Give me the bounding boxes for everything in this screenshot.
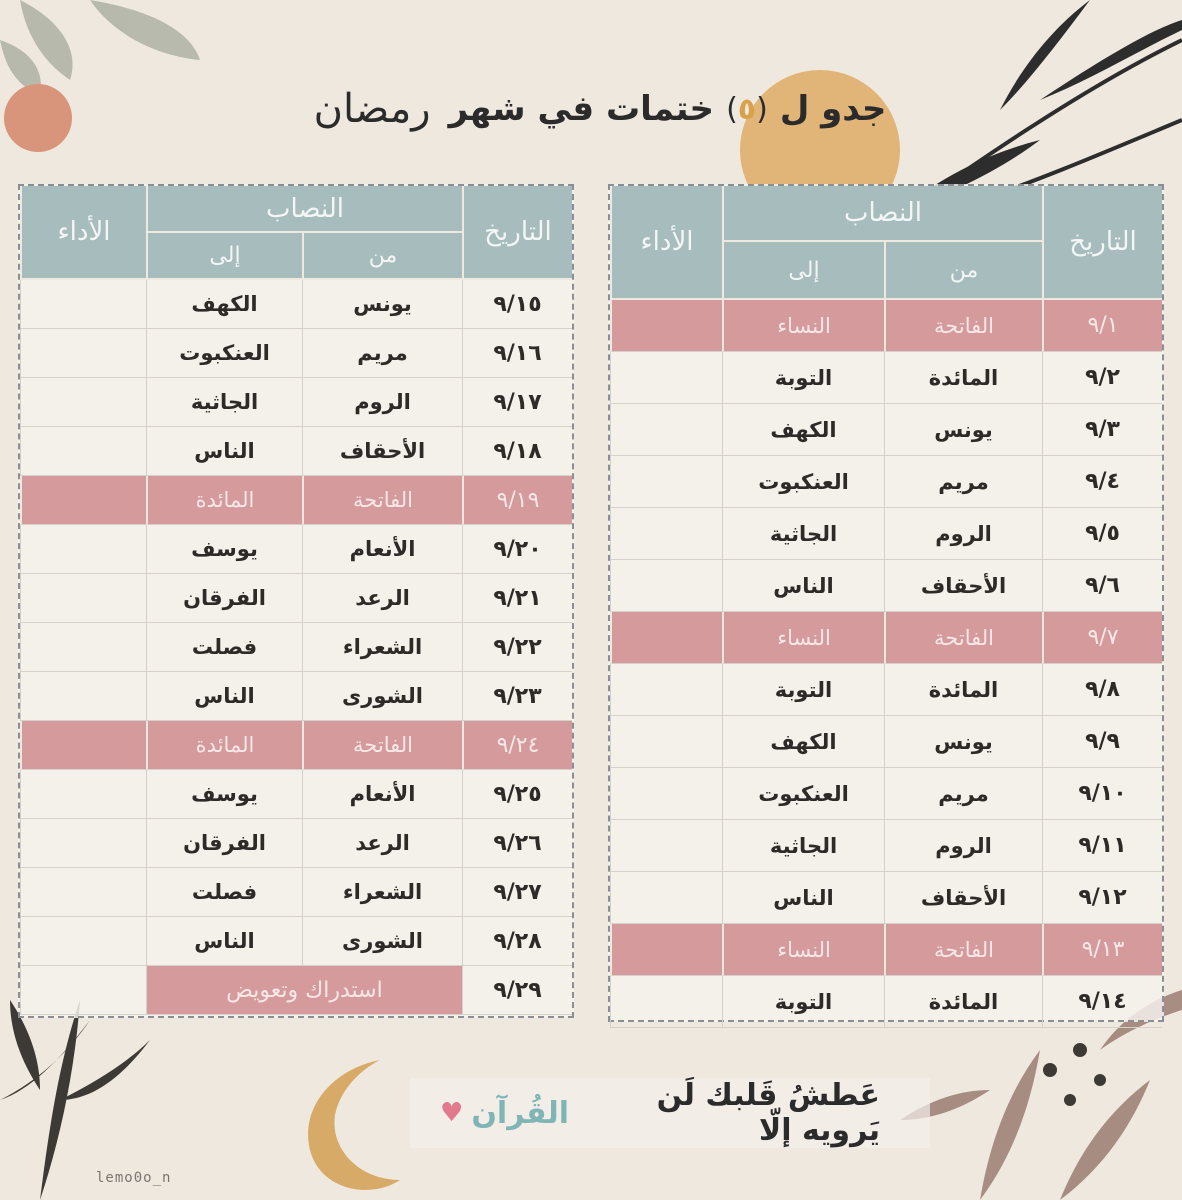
header-from: من <box>884 242 1042 300</box>
performance-cell <box>610 716 722 768</box>
date-cell: ٩/٧ <box>1042 612 1162 664</box>
performance-cell <box>610 612 722 664</box>
performance-cell <box>610 560 722 612</box>
from-cell: الشورى <box>302 917 462 966</box>
from-cell: يونس <box>884 716 1042 768</box>
from-cell: مريم <box>302 329 462 378</box>
from-cell: المائدة <box>884 976 1042 1028</box>
from-cell: الروم <box>884 820 1042 872</box>
date-cell: ٩/١١ <box>1042 820 1162 872</box>
from-cell: يونس <box>302 280 462 329</box>
date-cell: ٩/١٠ <box>1042 768 1162 820</box>
date-cell: ٩/٢٥ <box>462 770 572 819</box>
to-cell: يوسف <box>146 770 302 819</box>
title-ramadan: رمضان <box>313 86 431 132</box>
performance-cell <box>20 917 146 966</box>
header-date: التاريخ <box>462 186 572 280</box>
performance-cell <box>610 768 722 820</box>
to-cell: المائدة <box>146 721 302 770</box>
from-cell: الفاتحة <box>884 612 1042 664</box>
date-cell: ٩/٢٨ <box>462 917 572 966</box>
from-cell: المائدة <box>884 352 1042 404</box>
makeup-cell: استدراك وتعويض <box>146 966 462 1015</box>
date-cell: ٩/١٩ <box>462 476 572 525</box>
heart-icon: ♥ <box>440 1098 464 1128</box>
date-cell: ٩/١٧ <box>462 378 572 427</box>
to-cell: الناس <box>146 672 302 721</box>
date-cell: ٩/٩ <box>1042 716 1162 768</box>
to-cell: النساء <box>722 924 884 976</box>
date-cell: ٩/٢ <box>1042 352 1162 404</box>
footer-quran: القُرآن <box>471 1095 570 1131</box>
from-cell: المائدة <box>884 664 1042 716</box>
to-cell: فصلت <box>146 623 302 672</box>
from-cell: مريم <box>884 768 1042 820</box>
from-cell: الأحقاف <box>884 872 1042 924</box>
date-cell: ٩/٤ <box>1042 456 1162 508</box>
performance-cell <box>20 672 146 721</box>
to-cell: الناس <box>146 917 302 966</box>
header-date: التاريخ <box>1042 186 1162 300</box>
table-grid <box>20 186 572 1016</box>
performance-cell <box>610 352 722 404</box>
to-cell: الفرقان <box>146 819 302 868</box>
from-cell: مريم <box>884 456 1042 508</box>
to-cell: المائدة <box>146 476 302 525</box>
performance-cell <box>20 966 146 1015</box>
watermark: lemo0o_n <box>96 1170 172 1186</box>
to-cell: الجاثية <box>722 508 884 560</box>
to-cell: العنكبوت <box>146 329 302 378</box>
date-cell: ٩/٥ <box>1042 508 1162 560</box>
from-cell: الروم <box>884 508 1042 560</box>
date-cell: ٩/٢١ <box>462 574 572 623</box>
date-cell: ٩/٣ <box>1042 404 1162 456</box>
from-cell: الفاتحة <box>302 721 462 770</box>
date-cell: ٩/٢٣ <box>462 672 572 721</box>
to-cell: الكهف <box>146 280 302 329</box>
header-from: من <box>302 233 462 280</box>
from-cell: الشعراء <box>302 623 462 672</box>
to-cell: النساء <box>722 300 884 352</box>
date-cell: ٩/٢٩ <box>462 966 572 1015</box>
from-cell: يونس <box>884 404 1042 456</box>
from-cell: الفاتحة <box>884 300 1042 352</box>
performance-cell <box>20 329 146 378</box>
to-cell: التوبة <box>722 976 884 1028</box>
performance-cell <box>20 770 146 819</box>
date-cell: ٩/٢٦ <box>462 819 572 868</box>
performance-cell <box>20 476 146 525</box>
to-cell: الجاثية <box>146 378 302 427</box>
performance-cell <box>20 819 146 868</box>
performance-cell <box>20 525 146 574</box>
performance-cell <box>610 872 722 924</box>
performance-cell <box>20 378 146 427</box>
to-cell: الكهف <box>722 404 884 456</box>
performance-cell <box>20 427 146 476</box>
header-portion: النصاب <box>722 186 1042 242</box>
performance-cell <box>610 924 722 976</box>
table-grid <box>610 186 1162 1020</box>
date-cell: ٩/١٥ <box>462 280 572 329</box>
date-cell: ٩/٢٠ <box>462 525 572 574</box>
date-cell: ٩/١ <box>1042 300 1162 352</box>
footer-text: عَطشُ قَلبك لَن يَرويه إلّا <box>656 1078 880 1148</box>
from-cell: الأنعام <box>302 770 462 819</box>
performance-cell <box>20 280 146 329</box>
footer-quote <box>440 1078 880 1148</box>
to-cell: الناس <box>722 560 884 612</box>
title-suffix: ختمات في شهر <box>448 89 715 129</box>
to-cell: الناس <box>146 427 302 476</box>
date-cell: ٩/١٨ <box>462 427 572 476</box>
date-cell: ٩/١٦ <box>462 329 572 378</box>
performance-cell <box>610 404 722 456</box>
date-cell: ٩/٢٢ <box>462 623 572 672</box>
to-cell: التوبة <box>722 664 884 716</box>
performance-cell <box>20 721 146 770</box>
from-cell: الأحقاف <box>884 560 1042 612</box>
header-performance: الأداء <box>610 186 722 300</box>
to-cell: الكهف <box>722 716 884 768</box>
to-cell: العنكبوت <box>722 768 884 820</box>
to-cell: الفرقان <box>146 574 302 623</box>
from-cell: الرعد <box>302 819 462 868</box>
performance-cell <box>20 574 146 623</box>
date-cell: ٩/٦ <box>1042 560 1162 612</box>
performance-cell <box>20 868 146 917</box>
header-performance: الأداء <box>20 186 146 280</box>
from-cell: الشورى <box>302 672 462 721</box>
from-cell: الرعد <box>302 574 462 623</box>
header-portion: النصاب <box>146 186 462 233</box>
date-cell: ٩/١٤ <box>1042 976 1162 1028</box>
from-cell: الأحقاف <box>302 427 462 476</box>
schedule-table-left <box>18 184 574 1018</box>
schedule-table-right <box>608 184 1164 1022</box>
date-cell: ٩/٢٤ <box>462 721 572 770</box>
header-to: إلى <box>722 242 884 300</box>
from-cell: الأنعام <box>302 525 462 574</box>
from-cell: الروم <box>302 378 462 427</box>
to-cell: النساء <box>722 612 884 664</box>
to-cell: العنكبوت <box>722 456 884 508</box>
page-title <box>300 74 900 144</box>
title-prefix: جدو ل <box>779 89 887 129</box>
to-cell: فصلت <box>146 868 302 917</box>
to-cell: الناس <box>722 872 884 924</box>
to-cell: التوبة <box>722 352 884 404</box>
date-cell: ٩/١٣ <box>1042 924 1162 976</box>
date-cell: ٩/٨ <box>1042 664 1162 716</box>
performance-cell <box>610 456 722 508</box>
performance-cell <box>610 300 722 352</box>
to-cell: الجاثية <box>722 820 884 872</box>
performance-cell <box>20 623 146 672</box>
from-cell: الفاتحة <box>302 476 462 525</box>
date-cell: ٩/٢٧ <box>462 868 572 917</box>
to-cell: يوسف <box>146 525 302 574</box>
performance-cell <box>610 820 722 872</box>
from-cell: الشعراء <box>302 868 462 917</box>
from-cell: الفاتحة <box>884 924 1042 976</box>
header-to: إلى <box>146 233 302 280</box>
performance-cell <box>610 664 722 716</box>
performance-cell <box>610 508 722 560</box>
title-number: ( ٥ ) <box>726 91 768 127</box>
performance-cell <box>610 976 722 1028</box>
date-cell: ٩/١٢ <box>1042 872 1162 924</box>
